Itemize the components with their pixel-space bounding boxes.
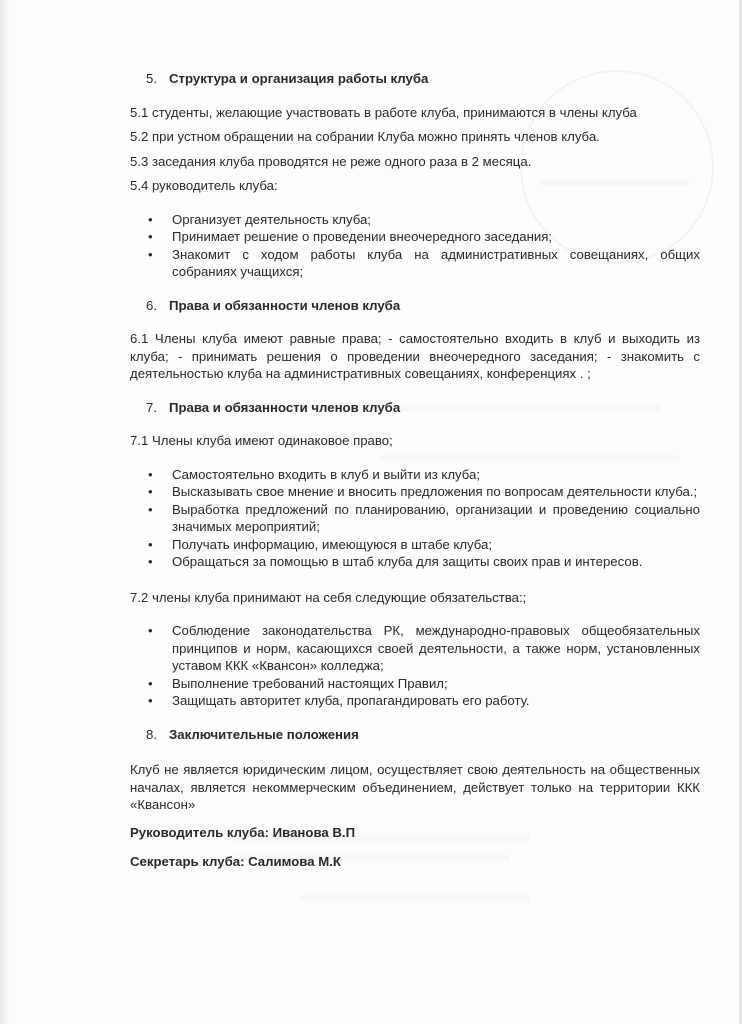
paragraph-5-3: 5.3 заседания клуба проводятся не реже одного раза в 2 месяца. bbox=[130, 153, 532, 169]
section-title: Права и обязанности членов клуба bbox=[169, 297, 401, 313]
list-item: • Получать информацию, имеющуюся в штабе клуба; bbox=[146, 536, 700, 554]
document-body bbox=[130, 70, 700, 871]
list-item: • Выработка предложений по планированию, организации и проведению социально значимых мероприятий; bbox=[146, 501, 700, 536]
section-number: 6. bbox=[146, 297, 157, 313]
section-title: Права и обязанности членов клуба bbox=[169, 399, 401, 415]
section-title: Заключительные положения bbox=[169, 726, 359, 742]
member-rights-list bbox=[146, 466, 700, 571]
section-number: 7. bbox=[146, 399, 157, 415]
list-item: • Самостоятельно входить в клуб и выйти из клуба; bbox=[146, 466, 700, 484]
list-item: • Высказывать свое мнение и вносить предложения по вопросам деятельности клуба.; bbox=[146, 483, 700, 501]
list-item: • Соблюдение законодательства РК, международно-правовых общеобязательных принципов и норм, касающихся своей деятельности, а также норм, установленных уставом ККК «Квансон» колледжа; bbox=[146, 622, 700, 675]
section-7-heading bbox=[146, 399, 700, 417]
list-item: • Принимает решение о проведении внеочередного заседания; bbox=[146, 228, 700, 246]
section-6-heading bbox=[146, 297, 700, 315]
paragraph-8: Клуб не является юридическим лицом, осуществляет свою деятельность на общественных началах, является некоммерческим объединением, действует только на территории ККК «Квансон» bbox=[130, 762, 700, 812]
paragraph-7-2: 7.2 члены клуба принимают на себя следующие обязательства:; bbox=[130, 589, 527, 605]
list-item: • Защищать авторитет клуба, пропагандировать его работу. bbox=[146, 692, 700, 710]
paragraph-5-2: 5.2 при устном обращении на собрании Клуба можно принять членов клуба. bbox=[130, 129, 600, 144]
bleed-through-line bbox=[300, 895, 530, 901]
list-item: • Выполнение требований настоящих Правил; bbox=[146, 675, 700, 693]
list-item: • Знакомит с ходом работы клуба на административных совещаниях, общих собраниях учащихся; bbox=[146, 246, 700, 281]
section-8-heading bbox=[146, 726, 700, 744]
leader-duties-list bbox=[146, 211, 700, 281]
section-5-heading bbox=[146, 70, 700, 88]
member-obligations-list bbox=[146, 622, 700, 710]
paragraph-6-1: 6.1 Члены клуба имеют равные права; - самостоятельно входить в клуб и выходить из клуба; - принимать решения о проведении внеочередного заседания; - знакомить с деятельностью клуба на административных совещаниях, конференциях . ; bbox=[130, 331, 700, 381]
section-title: Структура и организация работы клуба bbox=[169, 71, 429, 86]
paragraph-5-1: 5.1 студенты, желающие участвовать в работе клуба, принимаются в члены клуба bbox=[130, 104, 637, 120]
club-leader-signature: Руководитель клуба: Иванова В.П bbox=[130, 824, 356, 840]
list-item: • Организует деятельность клуба; bbox=[146, 211, 700, 229]
section-number: 5. bbox=[146, 71, 157, 86]
paragraph-7-1: 7.1 Члены клуба имеют одинаковое право; bbox=[130, 433, 393, 448]
section-number: 8. bbox=[146, 726, 157, 742]
list-item: • Обращаться за помощью в штаб клуба для защиты своих прав и интересов. bbox=[146, 553, 700, 571]
club-secretary-signature: Секретарь клуба: Салимова М.К bbox=[130, 854, 341, 869]
scan-left-edge bbox=[0, 0, 10, 1024]
paragraph-5-4: 5.4 руководитель клуба: bbox=[130, 178, 278, 193]
